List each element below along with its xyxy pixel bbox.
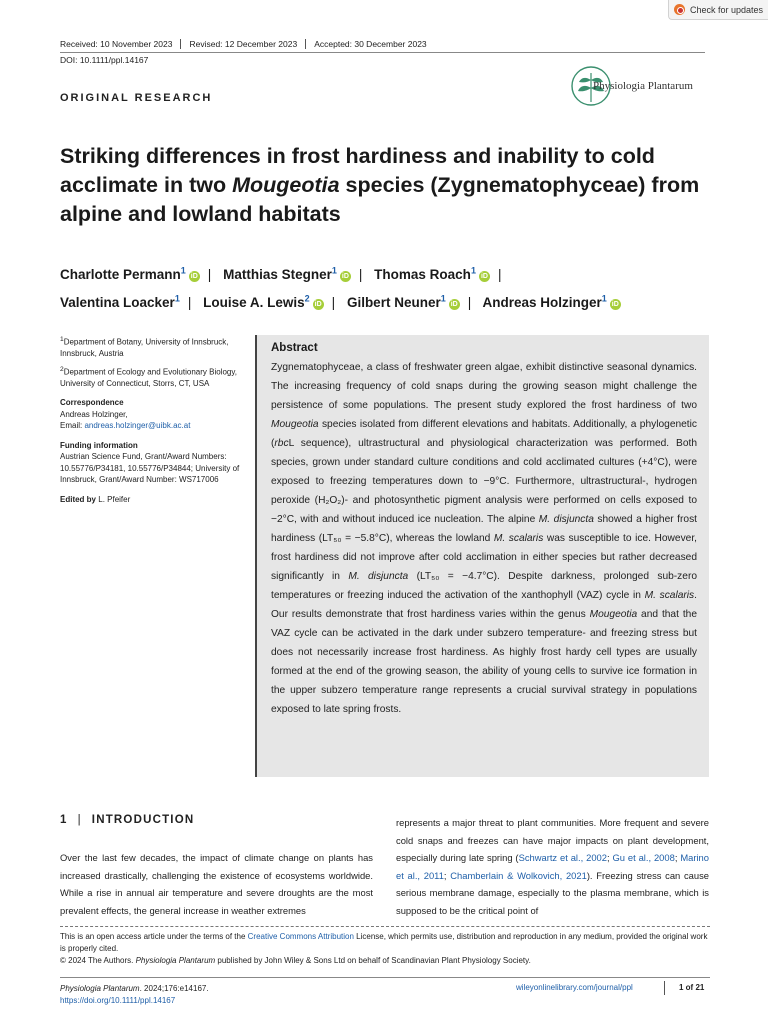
affiliation: $^2$Department of Ecology and Evolutionary Biology, University of Connecticut, Storrs, CT, USA [60,365,237,388]
orcid-icon[interactable]: iD [611,301,619,308]
abstract-heading: Abstract [271,342,318,354]
header-divider [60,52,705,53]
title-genus: Mougeotia [232,173,340,197]
revised-date: Revised: 12 December 2023 [181,39,306,49]
journal-logo[interactable] [569,64,693,108]
funding-text: Austrian Science Fund, Grant/Award Numbers: 10.55776/P34181, 10.55776/P34844; University of Innsbruck, Grant/Award Number: WS717006 [60,452,240,485]
author[interactable]: Valentina Loacker$^1$ [60,293,180,310]
intro-paragraph-left: Over the last few decades, the impact of climate change on plants has increased drastically, challenging the existence of ecosystems worldwide. While a rise in annual air temperature and severe droughts are the most prevalent effects, the general increase in weather extremes [60,852,373,916]
author[interactable]: Matthias Stegner$^1$iD [223,265,349,282]
orcid-icon[interactable]: iD [450,301,458,308]
author[interactable]: Thomas Roach$^1$iD [374,265,488,282]
article-dates [60,39,435,49]
article-type: ORIGINAL RESEARCH [60,92,213,104]
correspondence: Andreas Holzinger, Email: andreas.holzinger@uibk.ac.at [60,409,191,431]
footnote-divider [60,926,710,927]
affiliation: $^1$Department of Botany, University of Innsbruck, Innsbruck, Austria [60,336,229,359]
footer-divider [60,977,710,978]
author-list: Charlotte Permann$^1$iD | Matthias Stegner$^1$iD | Thomas Roach$^1$iD | Valentina Loacker$^1$ | Louise A. Lewis$^2$iD | Gilbert Neuner$^1$iD | Andreas Holzinger$^1$iD [60,265,619,310]
orcid-icon[interactable]: iD [480,272,488,280]
reference-link[interactable]: Marino et al., 2011 [396,852,709,881]
check-for-updates-label: Check for updates [690,4,764,15]
email-link[interactable]: andreas.holzinger@uibk.ac.at [84,421,191,431]
journal-url-link[interactable]: wileyonlinelibrary.com/journal/ppl [516,983,633,992]
received-date: Received: 10 November 2023 [60,39,181,49]
title-text-end: species (Zygnematophyceae) from alpine and lowland habitats [60,173,700,226]
reference-link[interactable]: Schwartz et al., 2002 [518,852,607,863]
page-separator [664,981,665,995]
check-for-updates-button[interactable] [668,0,768,20]
citation: Physiologia Plantarum. 2024;176:e14167. https://doi.org/10.1111/ppl.14167 [60,984,209,1005]
introduction-heading: 1 | INTRODUCTION [60,814,195,826]
orcid-icon[interactable]: iD [314,301,322,308]
reference-link[interactable]: Gu et al., 2008 [612,852,675,863]
accepted-date: Accepted: 30 December 2023 [314,39,427,49]
author[interactable]: Charlotte Permann$^1$iD [60,265,198,282]
crossmark-icon [674,4,685,15]
author[interactable]: Gilbert Neuner$^1$iD [346,293,458,310]
abstract-text: Zygnematophyceae, a class of freshwater green algae, exhibit distinctive seasonal dynamics. The increasing frequency of cold snaps during the growing season might challenge the persistence of some populations. The present study explored the frost hardiness of two Mougeotia species isolated from different elevations and habitats. Additionally, a phylogenetic (rbcL sequence), ultrastructural and physiological characterization was performed. Both species, grown under standard culture conditions and cold acclimated cultures (+4°C), were exposed to freezing temperatures down to −9°C. Furthermore, ultrastructural-, hydrogen peroxide (H₂O₂)- and photosynthetic pigment analysis were performed on cells exposed to −2°C, with and without induced ice nucleation. The alpine M. disjuncta showed a higher frost hardiness (LT₅₀ = −5.8°C), whereas the lowland M. scalaris was susceptible to ice. However, frost hardiness did not improve after cold acclimation in either species but rather decreased significantly in M. disjuncta (LT₅₀ = −4.7°C). Despite darkness, prolonged sub-zero temperatures or freezing induced the activation of the xanthophyll (VAZ) cycle in M. scalaris. Our results demonstrate that frost hardiness varies within the genus Mougeotia and that the VAZ cycle can be activated in the dark under subzero temperature- and freezing stress but does not necessarily increase frost hardiness. As highly frost hardy cell types are usually formed at the end of the growing season, the ability of young cells to survive ice formation in the upper subzero temperature range represents a crucial survival strategy in populations exposed to late spring frosts. [271,362,698,715]
orcid-icon[interactable]: iD [190,272,198,280]
author[interactable]: Andreas Holzinger$^1$iD [482,293,619,310]
abstract-box [255,335,709,777]
doi: DOI: 10.1111/ppl.14167 [60,55,149,65]
page-number: 1 of 21 [679,983,705,992]
journal-name: Physiologia Plantarum [593,80,693,92]
correspondence-heading: Correspondence [60,398,124,408]
doi-link[interactable]: https://doi.org/10.1111/ppl.14167 [60,996,176,1005]
author[interactable]: Louise A. Lewis$^2$iD [203,293,322,310]
edited-by: Edited by L. Pfeifer [60,494,131,504]
article-metadata [60,334,240,509]
license-footnote: This is an open access article under the terms of the Creative Commons Attribution License, which permits use, distribution and reproduction in any medium, provided the original work is properly cited. © 2024 The Authors. Physiologia Plantarum published by John Wiley & Sons Ltd on behalf of Scandinavian Plant Physiology Society. [60,932,708,965]
reference-link[interactable]: Chamberlain & Wolkovich, 2021 [450,869,587,881]
orcid-icon[interactable]: iD [341,272,349,280]
article-title [60,142,710,229]
title-text: Striking differences in frost hardiness and inability to cold acclimate in two [60,144,655,197]
license-link[interactable]: Creative Commons Attribution [247,932,354,941]
funding-heading: Funding information [60,440,138,450]
intro-paragraph-right: represents a major threat to plant communities. More frequent and severe cold snaps and freezes can have major impacts on plant development, especially during late spring (Schwartz et al., 2002; Gu et al., 2008; Marino et al., 2011; Chamberlain & Wolkovich, 2021). Freezing stress can cause serious membrane damage, especially to the plasma membrane, which is supposed to be the critical point of [396,817,709,916]
